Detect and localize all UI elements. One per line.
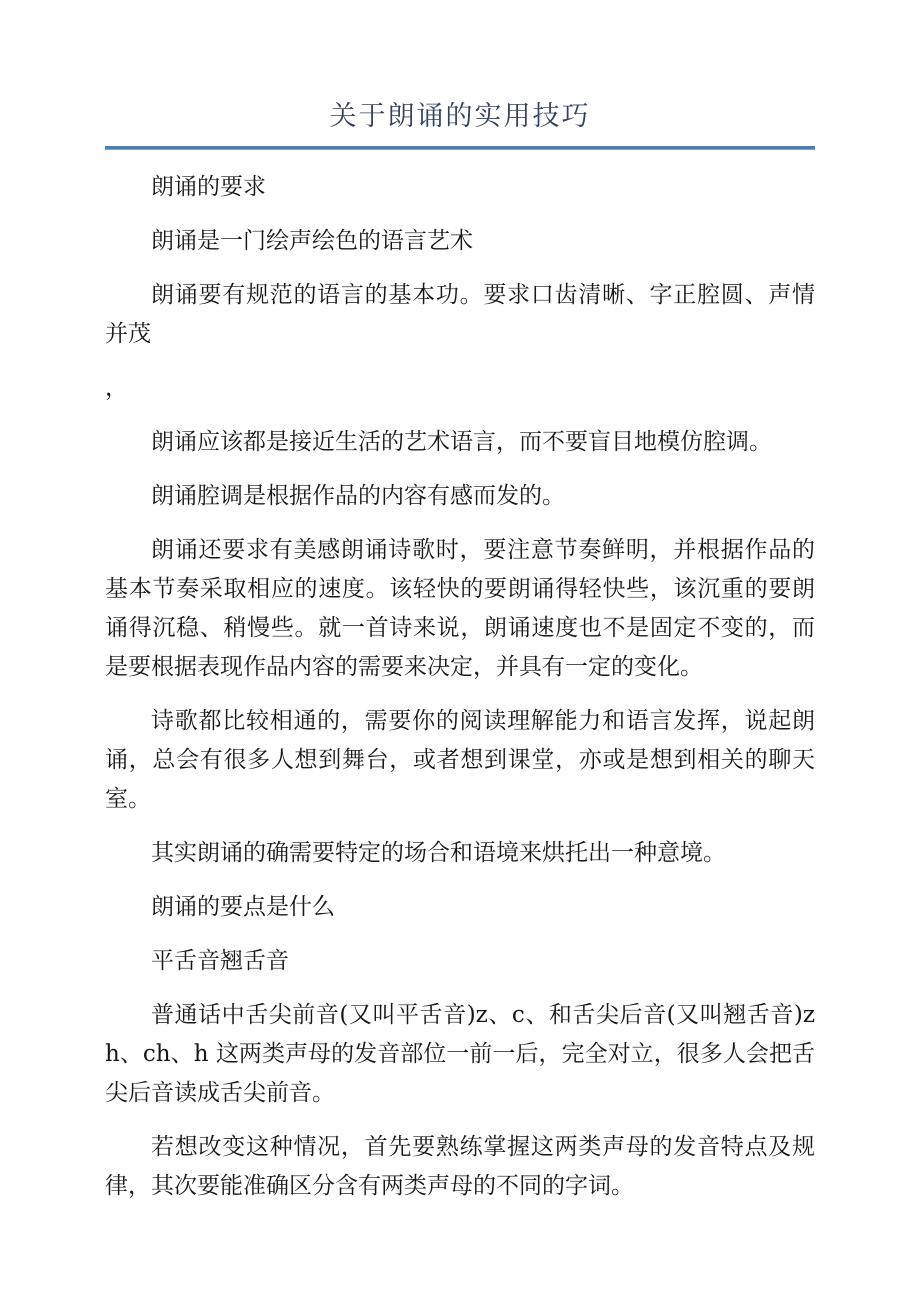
paragraph: 朗诵还要求有美感朗诵诗歌时，要注意节奏鲜明，并根据作品的基本节奏采取相应的速度。该轻快的要朗诵得轻快些，该沉重的要朗诵得沉稳、稍慢些。就一首诗来说，朗诵速度也不是固定不变的，而是要根据表现作品内容的需要来决定，并具有一定的变化。	[105, 537, 815, 680]
paragraph: 朗诵是一门绘声绘色的语言艺术	[151, 228, 473, 254]
paragraph: 诗歌都比较相通的，需要你的阅读理解能力和语言发挥，说起朗诵，总会有很多人想到舞台，或者想到课堂，亦或是想到相关的聊天室。	[105, 708, 815, 812]
paragraph: 其实朗诵的确需要特定的场合和语境来烘托出一种意境。	[151, 840, 726, 866]
paragraph: 朗诵腔调是根据作品的内容有感而发的。	[151, 483, 565, 509]
document-header	[0, 0, 920, 150]
page-title: 关于朗诵的实用技巧	[329, 101, 591, 132]
paragraph: 平舌音翘舌音	[151, 948, 289, 974]
paragraph: ，	[105, 375, 128, 401]
paragraph: 朗诵的要求	[151, 174, 266, 200]
paragraph: 朗诵应该都是接近生活的艺术语言，而不要盲目地模仿腔调。	[151, 429, 772, 455]
paragraph: 朗诵要有规范的语言的基本功。要求口齿清晰、字正腔圆、声情并茂	[105, 282, 815, 347]
paragraph: 朗诵的要点是什么	[151, 894, 335, 920]
paragraph: 若想改变这种情况，首先要熟练掌握这两类声母的发音特点及规律，其次要能准确区分含有两类声母的不同的字词。	[105, 1134, 815, 1199]
document-body	[0, 150, 920, 1206]
paragraph: 普通话中舌尖前音(又叫平舌音)z、c、和舌尖后音(又叫翘舌音)zh、ch、h 这两类声母的发音部位一前一后，完全对立，很多人会把舌尖后音读成舌尖前音。	[105, 1002, 815, 1106]
